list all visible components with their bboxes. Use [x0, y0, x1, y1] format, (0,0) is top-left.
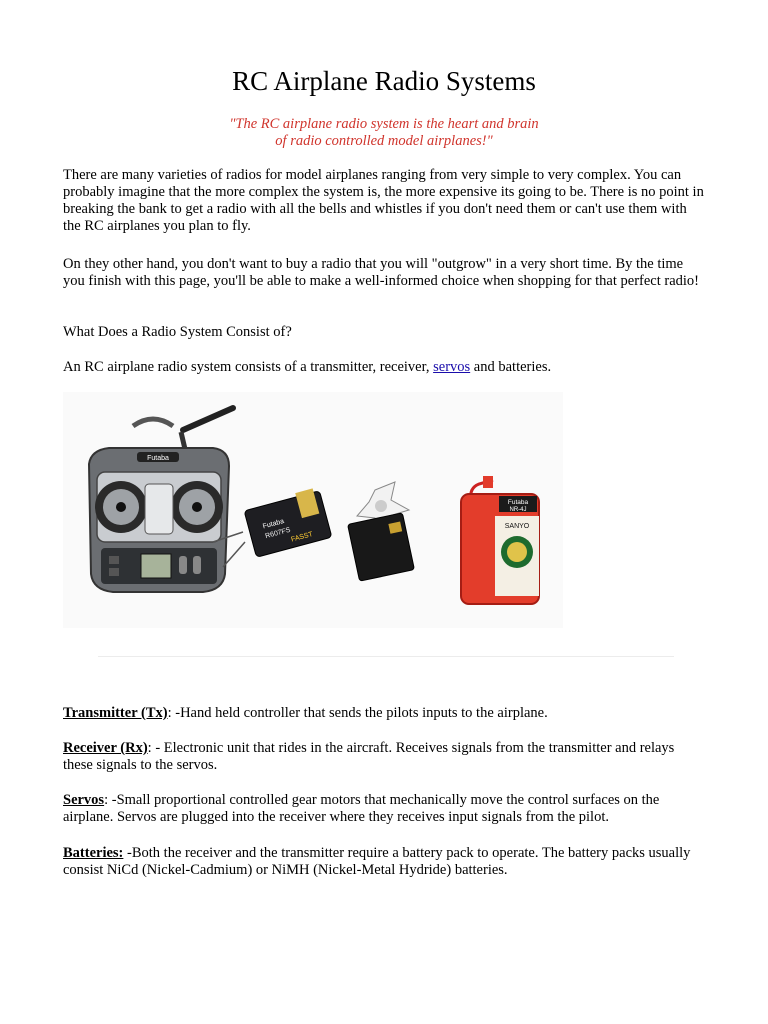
- definition-text-batteries: -Both the receiver and the transmitter require a battery pack to operate. The battery packs usually consist NiCd (Nickel-Cadmium) or NiMH (Nickel-Metal Hydride) batteries.: [63, 845, 691, 878]
- term-servos: Servos: [63, 792, 105, 808]
- definition-text-transmitter: -Hand held controller that sends the pilots inputs to the airplane.: [175, 705, 548, 721]
- definition-transmitter: [63, 705, 705, 722]
- receiver-badge-label: FASST: [290, 531, 314, 544]
- servo-image: [348, 482, 415, 581]
- components-text-after: and batteries.: [470, 359, 552, 375]
- radio-system-photo: [63, 392, 563, 628]
- battery-maker-label: SANYO: [504, 523, 530, 530]
- servos-link[interactable]: servos: [433, 359, 471, 375]
- page-title: RC Airplane Radio Systems: [232, 66, 536, 96]
- intro-quote: [0, 116, 768, 150]
- battery-model-label: NR-4J: [509, 507, 527, 513]
- receiver-model-label: R607FS: [264, 526, 292, 541]
- term-transmitter: Transmitter (Tx): [63, 705, 168, 721]
- definition-text-receiver: - Electronic unit that rides in the aircraft. Receives signals from the transmitter and relays these signals to the servos.: [63, 740, 675, 773]
- separator-transmitter: :: [167, 705, 176, 721]
- separator-servos: :: [104, 792, 112, 808]
- transmitter-brand-label: Futaba: [147, 455, 169, 462]
- definition-text-servos: -Small proportional controlled gear motors that mechanically move the control surfaces on the airplane. Servos are plugged into the receiver where they receives input signals from the pilot.: [63, 792, 660, 825]
- battery-image: [461, 476, 539, 604]
- term-batteries: Batteries:: [63, 845, 124, 861]
- paragraph-components: [63, 359, 705, 376]
- components-text-before: An RC airplane radio system consists of a transmitter, receiver,: [63, 359, 434, 375]
- transmitter-image: [89, 408, 233, 592]
- quote-line-1: "The RC airplane radio system is the heart and brain: [229, 116, 539, 132]
- quote-line-2: of radio controlled model airplanes!": [275, 133, 493, 149]
- term-receiver: Receiver (Rx): [63, 740, 148, 756]
- divider: [98, 656, 674, 657]
- paragraph-varieties: There are many varieties of radios for model airplanes ranging from very simple to very complex. You can probably imagine that the more complex the system is, the more expensive its going to be. There is no point in breaking the bank to get a radio with all the bells and whistles if you don't need them or can't use them with the RC airplanes you plan to fly.: [63, 167, 704, 234]
- receiver-image: [213, 488, 332, 567]
- section-question: What Does a Radio System Consist of?: [63, 324, 292, 340]
- definition-receiver: [63, 740, 705, 774]
- battery-brand-label: Futaba: [507, 499, 529, 506]
- definition-batteries: [63, 845, 705, 879]
- receiver-brand-label: Futaba: [262, 518, 285, 531]
- paragraph-outgrow: On they other hand, you don't want to buy a radio that you will "outgrow" in a very short time. By the time you finish with this page, you'll be able to make a well-informed choice when shopping for that perfect radio!: [63, 256, 699, 289]
- definition-servos: [63, 792, 705, 826]
- separator-receiver: :: [147, 740, 156, 756]
